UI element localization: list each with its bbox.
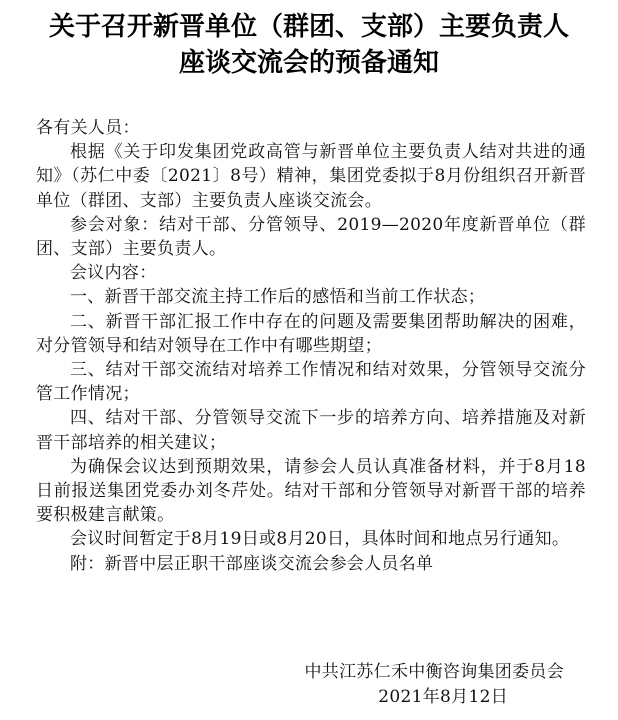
agenda-item-3: 三、结对干部交流结对培养工作情况和结对效果，分管领导交流分管工作情况； [36, 360, 586, 405]
signature-date: 2021年8月12日 [378, 687, 508, 707]
paragraph-attachment: 附：新晋中层正职干部座谈交流会参会人员名单 [70, 553, 434, 574]
paragraph-basis: 根据《关于印发集团党政高管与新晋单位主要负责人结对共进的通知》（苏仁中委〔2021〕8号）精神，集团党委拟于8月份组织召开新晋单位（群团、支部）主要负责人座谈交流会。 [36, 142, 586, 211]
salutation: 各有关人员： [36, 118, 140, 138]
notice-title-line-1: 关于召开新晋单位（群团、支部）主要负责人 [48, 12, 569, 42]
paragraph-meeting-time: 会议时间暂定于8月19日或8月20日，具体时间和地点另行通知。 [70, 529, 570, 550]
agenda-item-4: 四、结对干部、分管领导交流下一步的培养方向、培养措施及对新晋干部培养的相关建议； [36, 408, 586, 453]
agenda-item-1: 一、新晋干部交流主持工作后的感悟和当前工作状态； [70, 287, 486, 308]
notice-body [36, 116, 586, 576]
agenda-item-2: 二、新晋干部汇报工作中存在的问题及需要集团帮助解决的困难，对分管领导和结对领导在工作中有哪些期望； [36, 311, 586, 356]
notice-title-line-2: 座谈交流会的预备通知 [178, 48, 439, 78]
signature-organization: 中共江苏仁禾中衡咨询集团委员会 [304, 662, 564, 682]
paragraph-preparation: 为确保会议达到预期效果，请参会人员认真准备材料，并于8月18日前报送集团党委办刘冬芹处。结对干部和分管领导对新晋干部的培养要积极建言献策。 [36, 456, 586, 526]
paragraph-attendees: 参会对象：结对干部、分管领导、2019—2020年度新晋单位（群团、支部）主要负责人。 [36, 214, 586, 260]
paragraph-agenda-heading: 会议内容： [70, 263, 157, 284]
